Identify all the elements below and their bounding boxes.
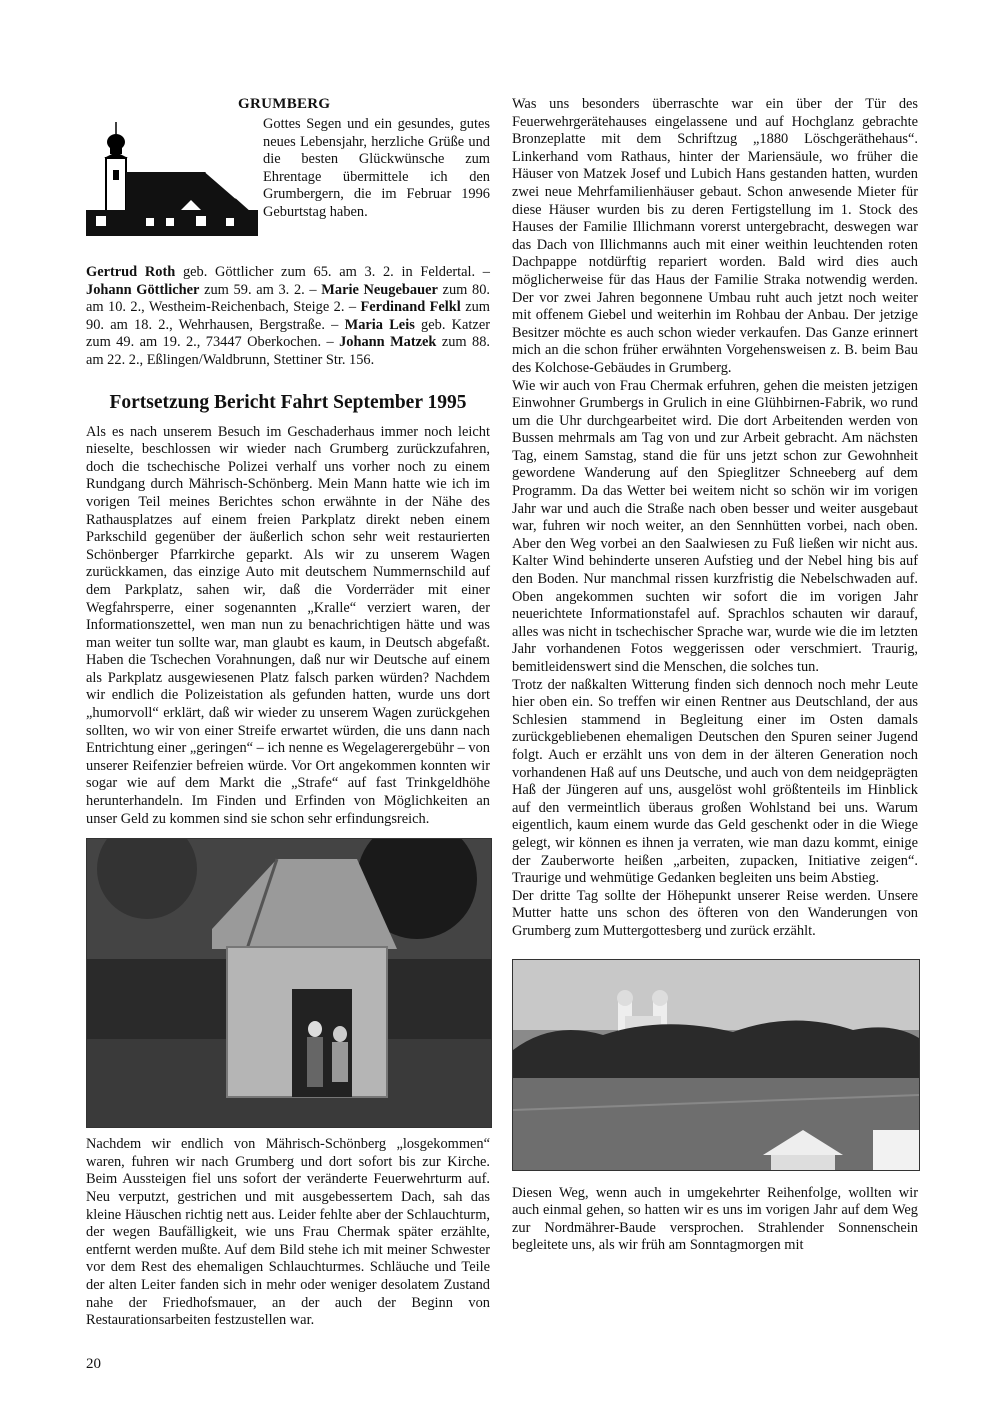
birthday-detail: geb. Göttlicher zum 65. am 3. 2. in Feldertal. –	[175, 264, 491, 280]
right-column	[512, 96, 918, 1255]
church-illustration	[86, 120, 258, 236]
greeting-title: GRUMBERG	[238, 96, 331, 112]
birthday-name: Ferdinand Felkl	[360, 299, 461, 316]
photo-caption-left: Nachdem wir endlich von Mährisch-Schönberg „losgekommen“ waren, fuhren wir nach Grumberg und dort sofort bis zur Kirche. Beim Aussteigen fiel uns sofort der veränderte Feuerwehrturm auf. Neu verputzt, gestrichen und mit ausgebessertem Dach, sah das kleine Häuschen richtig nett aus. Leider fehlte aber der Schlauchturm, der wegen Baufälligkeit, wie uns Frau Chermak später erzählte, entfernt werden mußte. Auf dem Bild stehe ich mit meiner Schwester vor dem Rest des ehemaligen Schlauchturmes. Schläuche und Teile der alten Leiter fanden sich in mehr oder weniger desolatem Zustand nahe der Friedhofsmauer, an der auch der Beginn von Restaurationsarbeiten festzustellen war.	[86, 1136, 490, 1329]
fire-station-photo	[86, 838, 492, 1128]
birthday-name: Maria Leis	[344, 316, 415, 333]
birthday-detail: zum 59. am 3. 2. –	[199, 281, 322, 298]
landscape-photo	[512, 959, 920, 1171]
birthday-list	[86, 264, 490, 370]
birthday-name: Johann Matzek	[339, 334, 437, 351]
birthday-name: Johann Göttlicher	[86, 281, 200, 298]
article-paragraph: Trotz der naßkalten Witterung finden sich dennoch noch mehr Leute hier oben ein. So treffen wir einen Rentner aus Deutschland, der aus Schlesien stammend in Begleitung einer im Osten damals zurückgebliebenen ehemaligen Deutschen den Spuren seiner Jugend folgt. Auch er erzählt uns von dem in der älteren Generation noch vorhandenen Haß auf uns Deutsche, und auch von dem neidgeprägten Haß der Jüngeren auf uns, ausgelöst wohl größtenteils im Hinblick auf den vermeintlich überaus großen Wohlstand bei uns. Warum eigentlich, kaum einem wurde das Geld geschenkt oder in die Wiege gelegt, wir können es ihnen ja verraten, wie man dazu kommt, einige der Zauberworte heißen „arbeiten, zupacken, Initiative zeigen“. Traurige und wehmütige Gedanken begleiten uns beim Abstieg.	[512, 676, 918, 887]
birthday-detail: zum 90. am 18. 2., Wehrhausen, Bergstraße. –	[86, 299, 491, 333]
article-paragraph: Als es nach unserem Besuch im Geschaderhaus immer noch leicht nieselte, beschlossen wir wieder nach Grumberg zurückzufahren, doch die tschechische Polizei verhalf uns vorher noch zu einem Rundgang durch Mährisch-Schönberg. Mein Mann hatte wie ich im vorigen Teil meines Berichtes schon erwähnte in der Nähe des Rathausplatzes auf einem freien Parkplatz direkt neben einem Parkschild gegenüber der äußerlich schon sehr weit restaurierten Schönberger Pfarrkirche geparkt. Als wir zu unserem Wagen zurückkamen, das einzige Auto mit deutschem Nummernschild auf dem Parkplatz, sahen wir, daß die Vorderräder mit einer Wegfahrsperre, einer sogenannten „Kralle“ verziert waren, der Informationszettel, wen man nun zu benachrichtigen hätte und was man weiter tun sollte war, man glaubt es kaum, in Deutsch abgefaßt. Haben die Tschechen Vorahnungen, daß nur wir Deutsche auf einem als Parkplatz ausgewiesenen Platz falsch parken würden? Nachdem wir endlich die Polizeistation als gefunden hatten, wurde uns dort „humorvoll“ erklärt, daß wir wieder zu unserem Wagen zurückgehen sollten, wo wir von einer Streife erwartet würden, die uns dann nach Entrichtung einer „geringen“ – ich nenne es Wegelagerergebühr – von unserer Reifenzier befreien würde. Vor Ort angekommen konnten wir sogar wie auf dem Markt die „Strafe“ auf fast Trinkgeldhöhe herunterhandeln. Im Finden und Erfinden von Möglichkeiten an unser Geld zu kommen sind sie schon sehr erfindungsreich.	[86, 423, 490, 827]
birthday-name: Marie Neugebauer	[321, 281, 438, 298]
greeting-text: Gottes Segen und ein gesundes, gutes neues Lebensjahr, herzliche Grüße und die besten Glückwünsche zum Ehrentage übermittele ich den Grumbergern, die im Februar 1996 Geburtstag haben.	[263, 116, 490, 220]
birthday-greetings	[86, 96, 490, 266]
article-paragraph: Der dritte Tag sollte der Höhepunkt unserer Reise werden. Unsere Mutter hatte uns schon des öfteren von den Wanderungen von Grumberg zum Muttergottesberg und zurück erzählt.	[512, 887, 918, 939]
page-number: 20	[86, 1356, 101, 1372]
left-column	[86, 96, 490, 1330]
birthday-name: Gertrud Roth	[86, 264, 176, 280]
photo-caption-right: Diesen Weg, wenn auch in umgekehrter Reihenfolge, wollten wir auch einmal gehen, so hatten wir es uns im vorigen Jahr auf dem Weg zur Nordmährer-Baude versprochen. Strahlender Sonnenschein begleitete uns, als wir früh am Sonntagmorgen mit	[512, 1184, 918, 1254]
birthday-detail: zum 80. am 10. 2., Westheim-Reichenbach, Steige 2. –	[86, 281, 490, 316]
article-paragraph: Wie wir auch von Frau Chermak erfuhren, gehen die meisten jetzigen Einwohner Grumbergs in Grulich in eine Glühbirnen-Fabrik, wo rund um die Uhr durchgearbeitet wird. Die dort Arbeitenden werden von Bussen mehrmals am Tag von und zur Arbeit gebracht. Am nächsten Tag, einem Samstag, stand die für uns jetzt schon zur Gewohnheit gewordene Wanderung auf den Spieglitzer Schneeberg auf dem Programm. Da das Wetter bei weitem nicht so schön wir im vorigen Jahr war und auch die Straße nach oben besser und weiter ausgebaut war, fuhren wir noch weiter, an den Sennhütten vorbei, nach oben. Aber den Weg vorbei an den Saalwiesen zu Fuß ließen wir nicht aus. Kalter Wind behinderte unseren Aufstieg und der Nebel hing bis auf den Boden. Nur manchmal rissen kurzfristig die Nebelschwaden auf. Oben angekommen suchten wir sofort die im vorigen Jahr neuerichtete Informationstafel auf. Sprachlos schauten wir darauf, alles was nicht in tschechischer Sprache war, wurde wie die im letzten Jahr vorhandenen Fotos weggerissen oder verschmiert. Traurig, bemitleidenswert sind die Menschen, die solches tun.	[512, 377, 918, 675]
article-heading: Fortsetzung Bericht Fahrt September 1995	[109, 391, 467, 413]
birthday-detail: zum 88. am 22. 2., Eßlingen/Waldbrunn, Stettiner Str. 156.	[86, 334, 490, 368]
birthday-detail: geb. Katzer zum 49. am 19. 2., 73447 Oberkochen. –	[86, 316, 490, 351]
article-paragraph: Was uns besonders überraschte war ein über der Tür des Feuerwehrgerätehauses eingelassene und auf Hochglanz gebrachte Bronzeplatte mit dem Schriftzug „1880 Löschgeräthehaus“. Linkerhand vom Rathaus, hinter der Mariensäule, wo früher die Häuser von Matzek Josef und Lubich Hans gestanden hatten, wurden zwei neue Mehrfamilienhäuser gebaut. Schon anwesende Mieter für diese Häuser wurden bis zu deren Fertigstellung im 1. Stock des Hauses der Familie Illichmann vorerst untergebracht, deswegen war das Dach von Illichmanns auch mit einer weithin leuchtenden roten Dachpappe notdürftig repariert worden. Bald wird dies auch möglicherweise für das Haus der Familie Straka notwendig werden. Der vor zwei Jahren begonnene Umbau ruht auch jetzt noch weiter mit offenem Giebel und weiterhin im Rohbau der Anbau. Der jetzige Besitzer möchte es auch schon wieder verkaufen. Das Ganze erinnert mich an die schon früher erwähnten Vorgehensweisen z. B. beim Bau des Kolchose-Gebäudes in Grumberg.	[512, 96, 918, 376]
